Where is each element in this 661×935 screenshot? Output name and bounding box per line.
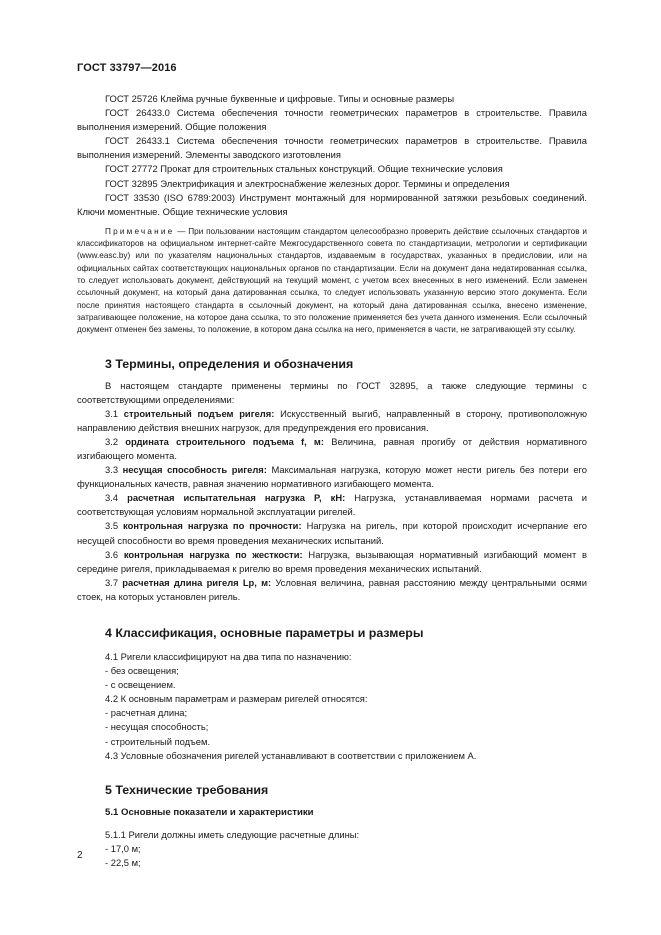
note-text: При пользовании настоящим стандартом целесообразно проверить действие ссылочных стандартов и классификаторов на официальном интернет-сайте Межгосударственного совета по стандартизации, метрологии и сертификации (www.easc.by) или по указателям национальных стандартов, издаваемым в государствах, указанных в предисловии, или на официальных сайтах соответствующих национальных органов по стандартизации. Если на документ дана недатированная ссылка, то следует использовать документ, действующий на текущий момент, с учетом всех внесенных в него изменений. Если заменен ссылочный документ, на который дана датированная ссылка, то следует использовать указанную версию этого документа. Если после принятия настоящего стандарта в ссылочный документ, на который дана датированная ссылка, внесено изменение, затрагивающее положение, на которое дана ссылка, то это положение применяется без учета данного изменения. Если ссылочный документ отменен без замены, то положение, в котором дана ссылка на него, применяется в части, не затрагивающей эту ссылку. — [77, 226, 587, 335]
page-content — [77, 92, 587, 870]
section-3-title: 3 Термины, определения и обозначения — [105, 356, 354, 371]
term-definition — [77, 435, 587, 463]
term-text: Нагрузка, устанавливаемая нормами расчета и соответствующая условиям нормальной эксплуатации ригелей. — [77, 492, 588, 518]
reference-item: ГОСТ 26433.0 Система обеспечения точности геометрических параметров в строительстве. Правила выполнения измерений. Общие положения — [77, 107, 587, 133]
term-definition — [77, 407, 587, 435]
term-text: Величина, равная прогибу от действия нормативного изгибающего момента. — [77, 435, 587, 461]
term-name: расчетная испытательная нагрузка P, кН: — [127, 492, 346, 504]
term-text: Искусственный выгиб, направленный в сторону, противоположную направлению действия внешних нагрузок, для предупреждения его провисания. — [77, 407, 588, 433]
term-definition — [77, 491, 587, 519]
list-item: - без освещения; — [105, 665, 179, 677]
reference-item: ГОСТ 26433.1 Система обеспечения точности геометрических параметров в строительстве. Правила выполнения измерений. Элементы заводского изготовления — [77, 135, 587, 161]
term-name: контрольная нагрузка по прочности: — [123, 520, 302, 532]
list-item: - строительный подъем. — [105, 735, 211, 747]
note-label: Примечание — [105, 226, 175, 236]
term-definition — [77, 548, 587, 576]
term-name: строительный подъем ригеля: — [123, 407, 275, 419]
term-number: 3.5 — [105, 520, 119, 532]
term-definition — [77, 519, 587, 547]
document-header: ГОСТ 33797—2016 — [77, 62, 177, 74]
term-definition — [77, 463, 587, 491]
list-item: - расчетная длина; — [105, 707, 188, 719]
term-number: 3.6 — [105, 548, 119, 560]
list-item: - с освещением. — [105, 679, 176, 691]
term-text: Условная величина, равная расстоянию между центральными осями стоек, на которых установлен ригель. — [77, 576, 587, 602]
term-number: 3.3 — [105, 464, 119, 476]
term-number: 3.7 — [105, 576, 119, 588]
reference-item: ГОСТ 33530 (ISO 6789:2003) Инструмент монтажный для нормированной затяжки резьбовых соединений. Ключи моментные. Общие технические условия — [77, 191, 587, 217]
list-item: - несущая способность; — [105, 721, 209, 733]
page-number: 2 — [77, 850, 83, 861]
section-5-title: 5 Технические требования — [105, 782, 269, 797]
term-name: контрольная нагрузка по жесткости: — [123, 548, 303, 560]
note-dash: — — [174, 226, 189, 236]
reference-item: ГОСТ 27772 Прокат для строительных стальных конструкций. Общие технические условия — [105, 163, 503, 175]
term-number: 3.4 — [105, 492, 119, 504]
clause-4-2: 4.2 К основным параметрам и размерам ригелей относятся: — [105, 693, 368, 705]
term-text: Максимальная нагрузка, которую может нести ригель без потери его функциональных качеств, равная значению нормативного изгибающего момента. — [77, 464, 587, 490]
term-text: Нагрузка, вызывающая нормативный изгибающий момент в середине ригеля, прикладываемая к ригелю во время проведения механических испытаний. — [77, 548, 588, 574]
list-item: - 17,0 м; — [105, 842, 141, 854]
reference-item: ГОСТ 32895 Электрификация и электроснабжение железных дорог. Термины и определения — [105, 177, 510, 189]
term-number: 3.2 — [105, 435, 119, 447]
clause-5-1-1: 5.1.1 Ригели должны иметь следующие расчетные длины: — [105, 828, 360, 840]
clause-4-1: 4.1 Ригели классифицируют на два типа по назначению: — [105, 651, 352, 663]
section-3-intro: В настоящем стандарте применены термины по ГОСТ 32895, а также следующие термины с соответствующими определениями: — [77, 379, 587, 405]
term-name: расчетная длина ригеля Lp, м: — [122, 576, 272, 588]
section-4-title: 4 Классификация, основные параметры и размеры — [105, 626, 424, 641]
note-paragraph — [77, 226, 587, 337]
term-number: 3.1 — [105, 407, 119, 419]
term-text: Нагрузка на ригель, при которой происходит исчерпание его несущей способности во время проведения механических испытаний. — [77, 520, 587, 546]
term-definition — [77, 576, 587, 604]
reference-item: ГОСТ 25726 Клейма ручные буквенные и цифровые. Типы и основные размеры — [105, 93, 455, 104]
term-name: несущая способность ригеля: — [122, 464, 267, 476]
term-name: ордината строительного подъема f, м: — [125, 435, 324, 447]
references-list — [77, 92, 587, 219]
list-item: - 22,5 м; — [105, 856, 141, 868]
clause-4-3: 4.3 Условные обозначения ригелей устанавливают в соответствии с приложением А. — [105, 749, 477, 761]
subsection-5-1-title: 5.1 Основные показатели и характеристики — [105, 806, 314, 818]
